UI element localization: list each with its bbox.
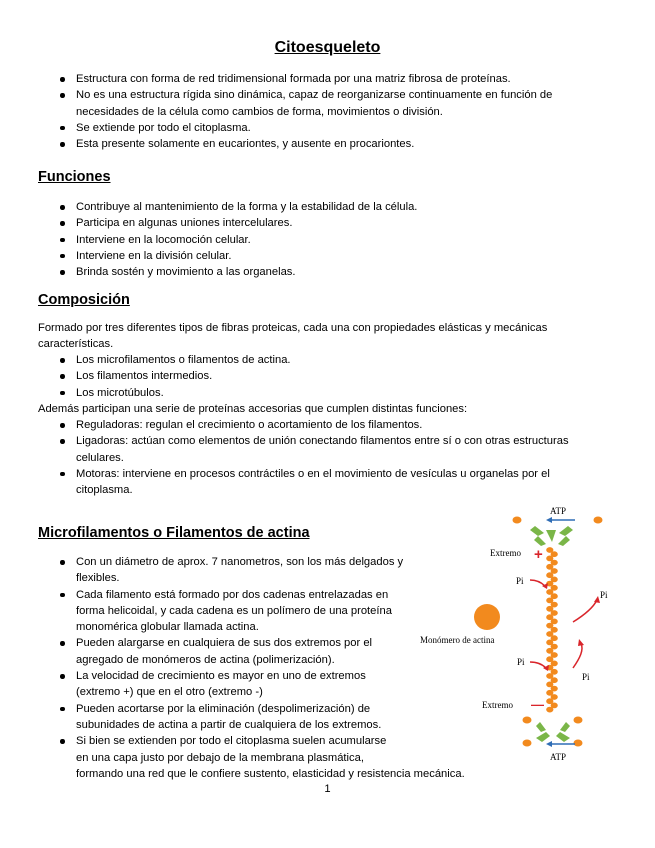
list-item: Interviene en la división celular. <box>57 248 597 264</box>
blue-arrowhead-top <box>546 517 552 523</box>
page-title: Citoesqueleto <box>274 39 381 56</box>
list-item: Los filamentos intermedios. <box>57 368 597 384</box>
actin-filament <box>546 547 558 712</box>
list-item: Brinda sostén y movimiento a las organelas. <box>57 264 597 280</box>
list-item: Motoras: interviene en procesos contráctiles o en el movimiento de vesículas u organelas por el citoplasma. <box>57 466 602 499</box>
list-item: No es una estructura rígida sino dinámica, capaz de reorganizarse continuamente en función de necesidades de la célula como cambios de forma, movimientos o división. <box>57 87 597 120</box>
list-item-line: formando una red que le confiere sustento, elasticidad y resistencia mecánica. <box>76 767 465 780</box>
actin-monomer <box>474 604 500 630</box>
red-arrowhead <box>578 639 584 646</box>
monomer-label: Monómero de actina <box>420 635 495 645</box>
list-item: Ligadoras: actúan como elementos de unión conectando filamentos entre sí o con otras estructuras celulares. <box>57 433 602 466</box>
funciones-heading: Funciones <box>38 169 111 185</box>
pi-label: Pi <box>600 590 608 600</box>
list-item: Interviene en la locomoción celular. <box>57 232 597 248</box>
minus-sign: — <box>531 697 544 712</box>
list-item: Cada filamento está formado por dos cadenas entrelazadas en forma helicoidal, y cada cadena es un polímero de una proteína monomérica globular llamada actina. <box>57 587 407 636</box>
pi-label: Pi <box>517 657 525 667</box>
list-item: Con un diámetro de aprox. 7 nanometros, son los más delgados y flexibles. <box>57 554 407 587</box>
monomer-dot <box>523 717 532 724</box>
extremo-minus-label: Extremo <box>482 700 513 710</box>
list-item: Estructura con forma de red tridimensional formada por una matriz fibrosa de proteínas. <box>57 71 597 87</box>
composicion-heading: Composición <box>38 292 130 308</box>
monomer-dot <box>594 517 603 524</box>
intro-list <box>57 71 597 152</box>
list-item: Se extiende por todo el citoplasma. <box>57 120 597 136</box>
blue-arrowhead-bottom <box>546 741 552 747</box>
accessory-list <box>57 417 602 498</box>
monomer-dot <box>574 740 583 747</box>
list-item: Reguladoras: regulan el crecimiento o acortamiento de los filamentos. <box>57 417 602 433</box>
red-arrow <box>573 600 597 622</box>
funciones-list <box>57 199 597 280</box>
red-arrow <box>573 643 582 668</box>
extremo-plus-label: Extremo <box>490 548 521 558</box>
list-item: Participa en algunas uniones intercelulares. <box>57 215 597 231</box>
page-number: 1 <box>324 783 331 795</box>
monomer-dot <box>513 517 522 524</box>
atp-bottom-label: ATP <box>550 752 567 762</box>
green-arrows-bottom <box>536 722 570 742</box>
monomer-dot <box>574 717 583 724</box>
list-item: Pueden alargarse en cualquiera de sus dos extremos por el agregado de monómeros de actina (polimerización). <box>57 635 407 668</box>
pi-label: Pi <box>582 672 590 682</box>
list-item-line: Si bien se extienden por todo el citoplasma suelen acumularse <box>76 735 387 748</box>
composicion-intro: Formado por tres diferentes tipos de fibras proteicas, cada una con propiedades elásticas y mecánicas características. <box>38 322 548 351</box>
list-item: Contribuye al mantenimiento de la forma y la estabilidad de la célula. <box>57 199 597 215</box>
atp-top-label: ATP <box>550 506 567 516</box>
list-item: Esta presente solamente en eucariontes, y ausente en procariontes. <box>57 136 597 152</box>
fibers-list <box>57 352 597 401</box>
green-arrows-top <box>530 526 573 546</box>
pi-label: Pi <box>516 576 524 586</box>
actin-filament-figure <box>410 500 620 770</box>
plus-sign: + <box>534 546 543 563</box>
microfilamentos-heading: Microfilamentos o Filamentos de actina <box>38 525 310 541</box>
list-item: Pueden acortarse por la eliminación (despolimerización) de subunidades de actina a partir de cualquiera de los extremos. <box>57 701 407 734</box>
list-item: Los microtúbulos. <box>57 385 597 401</box>
monomer-dot <box>523 740 532 747</box>
list-item: La velocidad de crecimiento es mayor en uno de extremos (extremo +) que en el otro (extremo -) <box>57 668 407 701</box>
list-item-line: en una capa justo por debajo de la membrana plasmática, <box>76 751 364 764</box>
red-arrow <box>530 580 545 586</box>
list-item <box>57 733 465 782</box>
filament-bead <box>546 707 553 713</box>
list-item: Los microfilamentos o filamentos de actina. <box>57 352 597 368</box>
accessory-intro: Además participan una serie de proteínas accesorias que cumplen distintas funciones: <box>38 403 468 415</box>
red-arrow <box>530 662 546 668</box>
